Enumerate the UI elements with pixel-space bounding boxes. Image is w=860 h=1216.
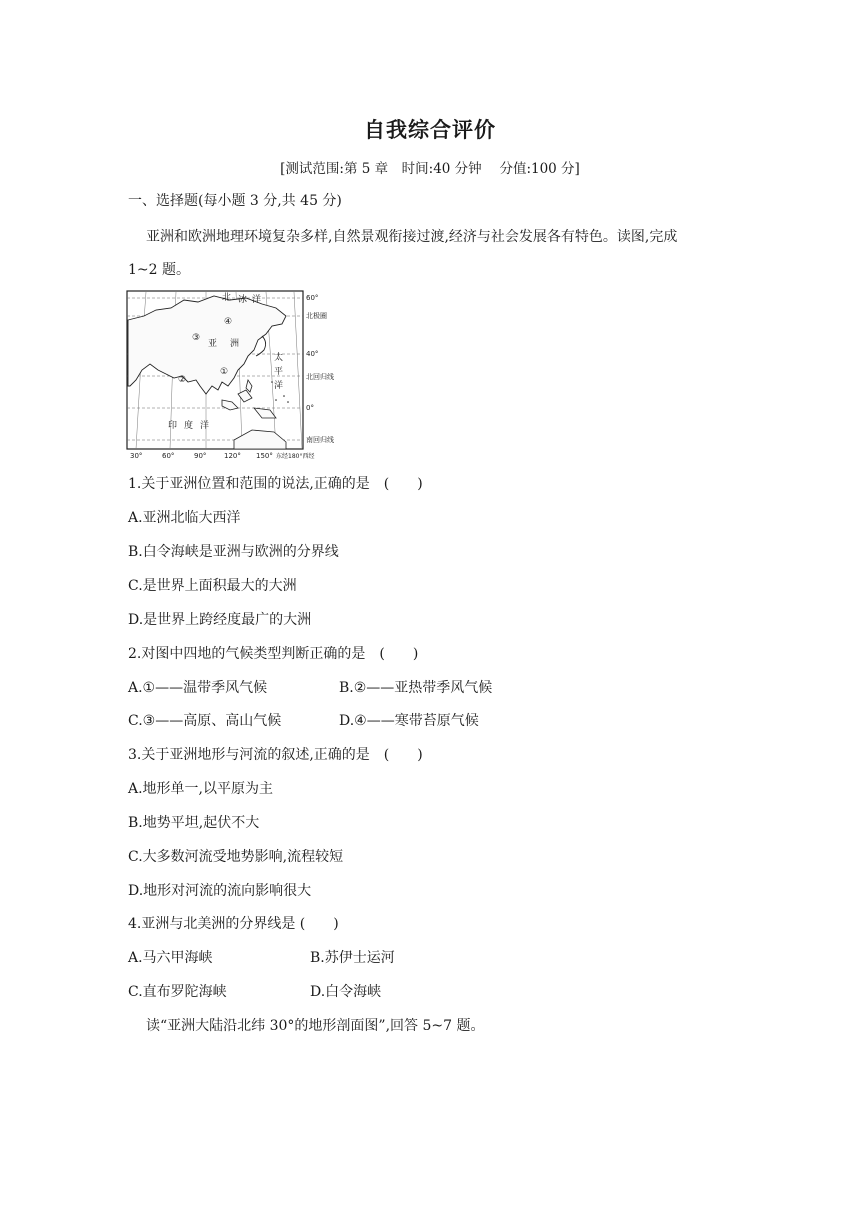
map-label-pacific3: 洋 bbox=[274, 381, 284, 391]
question-4-option-a[interactable]: A.马六甲海峡 bbox=[128, 950, 213, 966]
asia-map bbox=[126, 290, 360, 460]
question-3-option-b[interactable]: B.地势平坦,起伏不大 bbox=[128, 815, 260, 831]
question-2-option-c[interactable]: C.③——高原、高山气候 bbox=[128, 713, 282, 729]
question-1-option-b[interactable]: B.白令海峡是亚洲与欧洲的分界线 bbox=[128, 544, 339, 560]
question-1-option-c[interactable]: C.是世界上面积最大的大洲 bbox=[128, 578, 297, 594]
map-label-pacific2: 平 bbox=[274, 367, 284, 377]
map-label-indian1: 印 bbox=[168, 421, 178, 431]
question-3-option-a[interactable]: A.地形单一,以平原为主 bbox=[128, 781, 274, 797]
lat-label-60: 60° bbox=[306, 294, 319, 302]
map-label-pacific1: 太 bbox=[274, 353, 284, 363]
test-info: [测试范围:第 5 章 时间:40 分钟 分值:100 分] bbox=[280, 161, 580, 177]
lat-label-0: 0° bbox=[306, 404, 314, 412]
lat-label-tropic-capricorn: 南回归线 bbox=[306, 436, 334, 444]
question-3-option-d[interactable]: D.地形对河流的流向影响很大 bbox=[128, 883, 312, 899]
marker-2: ② bbox=[178, 375, 187, 385]
section-heading: 一、选择题(每小题 3 分,共 45 分) bbox=[128, 193, 342, 209]
question-1-stem: 1.关于亚洲位置和范围的说法,正确的是 ( ) bbox=[128, 476, 423, 492]
lat-label-40: 40° bbox=[306, 350, 319, 358]
question-2-option-b[interactable]: B.②——亚热带季风气候 bbox=[339, 680, 493, 696]
lat-label-arctic-circle: 北极圈 bbox=[306, 312, 327, 320]
lon-label-30: 30° bbox=[130, 452, 143, 460]
question-1-option-a[interactable]: A.亚洲北临大西洋 bbox=[128, 510, 241, 526]
lon-label-120: 120° bbox=[224, 452, 241, 460]
map-label-ice: 冰 bbox=[238, 295, 248, 305]
map-label-indian2: 度 bbox=[184, 421, 194, 431]
marker-1: ① bbox=[220, 367, 229, 377]
map-label-ocean1: 洋 bbox=[252, 295, 262, 305]
lon-label-150: 150° bbox=[256, 452, 273, 460]
question-4-option-c[interactable]: C.直布罗陀海峡 bbox=[128, 984, 227, 1000]
question-4-option-d[interactable]: D.白令海峡 bbox=[310, 984, 382, 1000]
question-2-option-a[interactable]: A.①——温带季风气候 bbox=[128, 680, 268, 696]
marker-4: ④ bbox=[224, 317, 233, 327]
lat-label-tropic-cancer: 北回归线 bbox=[306, 373, 334, 381]
question-2-option-d[interactable]: D.④——寒带苔原气候 bbox=[339, 713, 479, 729]
lon-label-60: 60° bbox=[162, 452, 175, 460]
page-title: 自我综合评价 bbox=[364, 118, 496, 142]
question-3-stem: 3.关于亚洲地形与河流的叙述,正确的是 ( ) bbox=[128, 747, 423, 763]
next-section-intro: 读“亚洲大陆沿北纬 30°的地形剖面图”,回答 5~7 题。 bbox=[146, 1018, 485, 1034]
marker-3: ③ bbox=[192, 333, 201, 343]
question-3-option-c[interactable]: C.大多数河流受地势影响,流程较短 bbox=[128, 849, 344, 865]
map-label-north: 北 bbox=[222, 293, 232, 303]
map-label-asia2: 洲 bbox=[230, 339, 240, 349]
question-2-stem: 2.对图中四地的气候类型判断正确的是 ( ) bbox=[128, 646, 419, 662]
map-label-asia1: 亚 bbox=[208, 339, 218, 349]
asia-map-figure bbox=[126, 290, 360, 460]
question-4-option-b[interactable]: B.苏伊士运河 bbox=[310, 950, 395, 966]
question-1-option-d[interactable]: D.是世界上跨经度最广的大洲 bbox=[128, 612, 312, 628]
intro-text-line1: 亚洲和欧洲地理环境复杂多样,自然景观衔接过渡,经济与社会发展各有特色。读图,完成 bbox=[146, 229, 678, 245]
question-4-stem: 4.亚洲与北美洲的分界线是 ( ) bbox=[128, 916, 339, 932]
intro-text-line2: 1~2 题。 bbox=[128, 262, 190, 278]
lon-label-90: 90° bbox=[194, 452, 207, 460]
lon-label-180: 东经180°西经 bbox=[276, 453, 315, 460]
map-label-indian3: 洋 bbox=[200, 421, 210, 431]
